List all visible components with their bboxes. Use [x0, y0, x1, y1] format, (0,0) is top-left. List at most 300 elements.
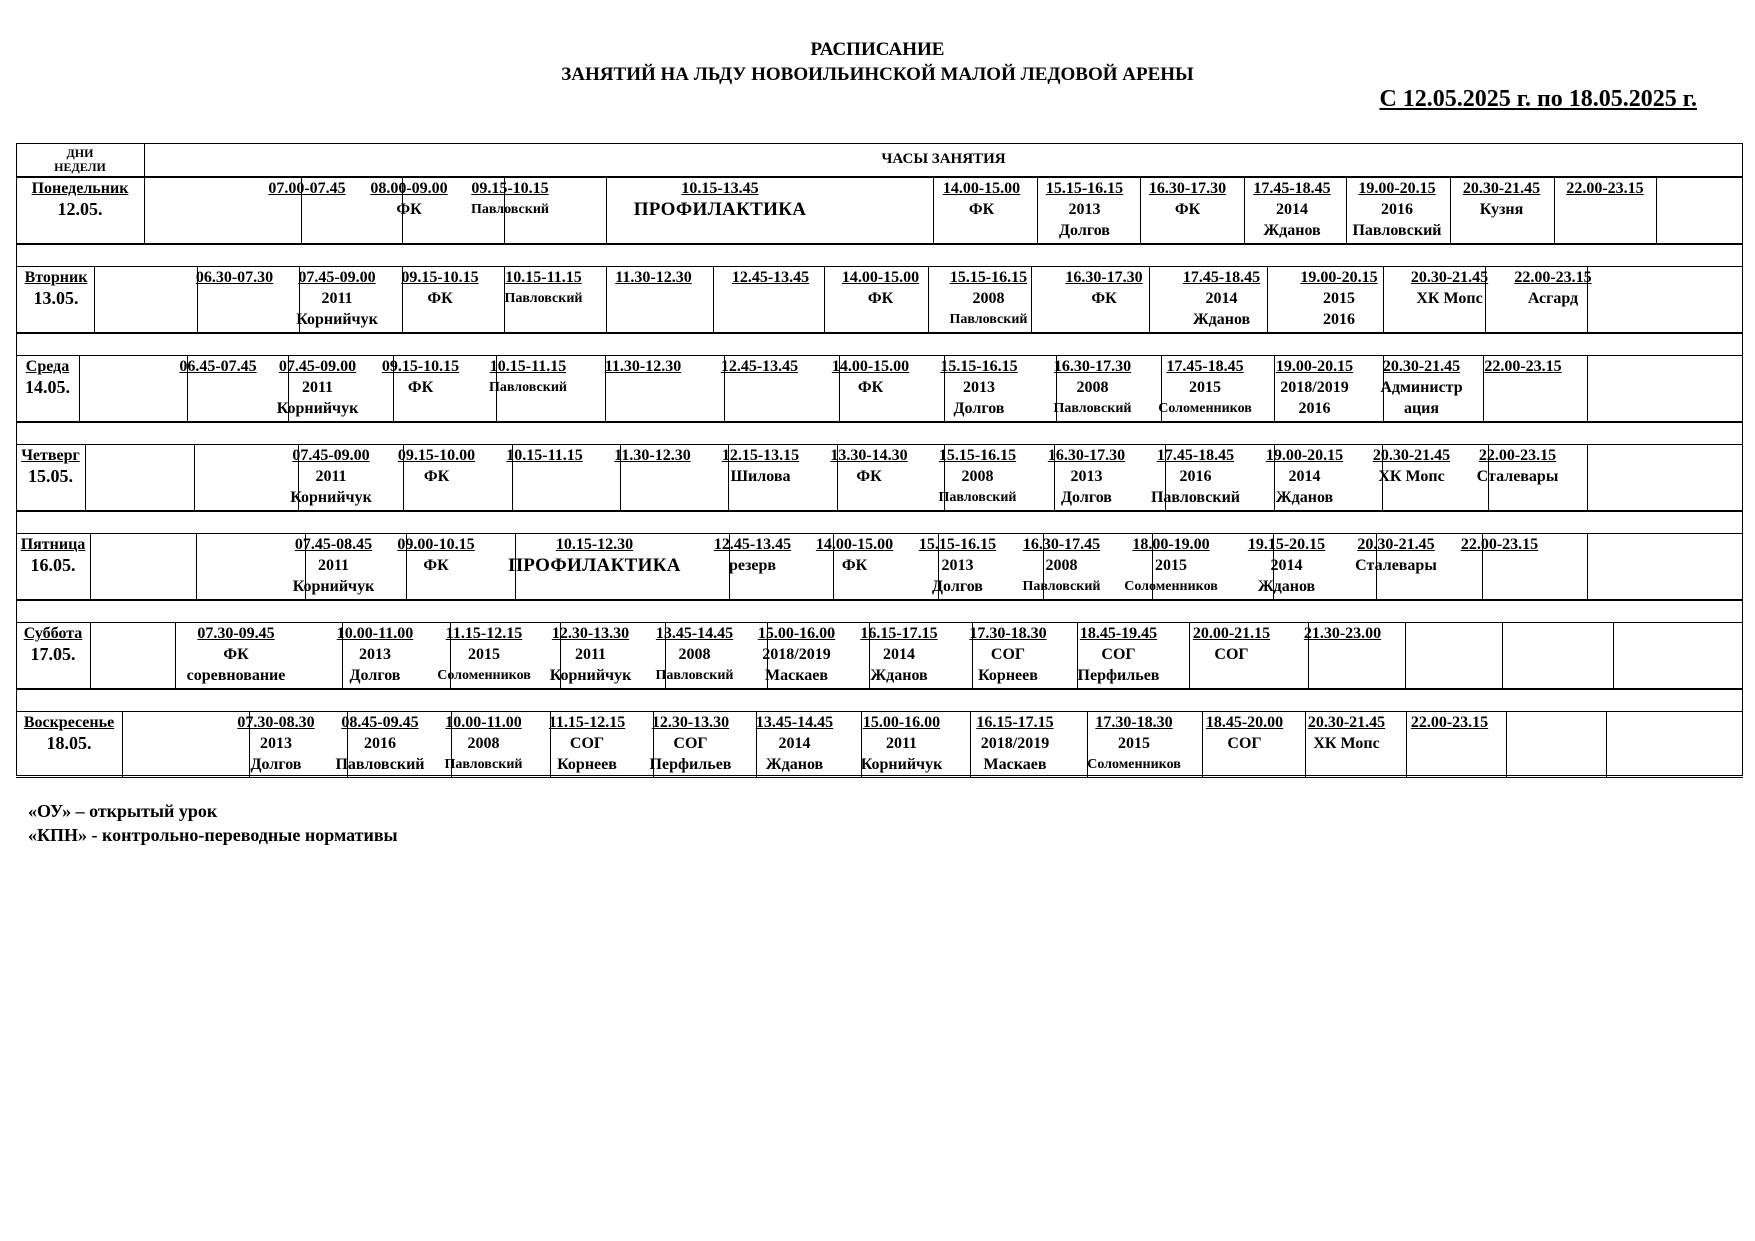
- slot-time: 08.45-09.45: [341, 714, 419, 731]
- slot-time: 15.00-16.00: [757, 625, 836, 642]
- day-date: 14.05.: [25, 377, 70, 397]
- slot-line: Корнийчук: [549, 667, 632, 684]
- table-vline: [1656, 177, 1657, 243]
- slot-line: Павловский: [471, 202, 549, 217]
- schedule-slot: [385, 534, 487, 576]
- schedule-slot: [803, 534, 906, 576]
- slot-line: ФК: [1091, 290, 1117, 307]
- schedule-slot: [1398, 712, 1501, 733]
- slot-line: Долгов: [349, 667, 401, 684]
- slot-time: 10.15-13.45: [681, 180, 759, 197]
- table-hline: [16, 422, 1743, 423]
- day-name: Понедельник: [31, 180, 129, 197]
- slot-line: СОГ: [1227, 735, 1262, 752]
- slot-time: 14.00-15.00: [942, 180, 1021, 197]
- table-vline: [79, 355, 80, 421]
- day-cell: [16, 712, 122, 754]
- slot-line: Соломенников: [1087, 757, 1181, 772]
- table-vline: [1587, 444, 1588, 510]
- slot-time: 10.15-11.15: [506, 447, 583, 464]
- schedule-slot: [1398, 267, 1501, 309]
- slot-line: Корнеев: [557, 756, 617, 773]
- slot-time: 19.00-20.15: [1275, 358, 1354, 375]
- slot-time: 16.30-17.30: [1148, 180, 1227, 197]
- schedule-slot: [432, 712, 535, 775]
- day-cell: [16, 356, 79, 398]
- header-days-line2: НЕДЕЛИ: [54, 159, 106, 174]
- slot-time: 19.00-20.15: [1300, 269, 1378, 286]
- slot-time: 09.15-10.15: [471, 180, 549, 197]
- slot-time: 22.00-23.15: [1410, 714, 1489, 731]
- slot-time: 19.00-20.15: [1265, 447, 1344, 464]
- slot-time: 16.30-17.30: [1065, 269, 1143, 286]
- slot-time: 22.00-23.15: [1484, 358, 1562, 375]
- schedule-slot: [1033, 178, 1136, 241]
- table-vline: [1587, 355, 1588, 421]
- slot-line: ФК: [423, 557, 449, 574]
- slot-time: 22.00-23.15: [1514, 269, 1592, 286]
- slot-line: Жданов: [870, 667, 928, 684]
- slot-time: 16.30-17.30: [1047, 447, 1126, 464]
- day-date: 18.05.: [46, 733, 92, 753]
- slot-time: 22.00-23.15: [1478, 447, 1557, 464]
- table-vline: [194, 444, 195, 510]
- schedule-slot: [1032, 445, 1141, 508]
- slot-line: ХК Мопс: [1416, 290, 1483, 307]
- slot-time: 15.15-16.15: [938, 447, 1017, 464]
- schedule-slot: [599, 445, 706, 466]
- slot-time: 07.30-09.45: [197, 625, 275, 642]
- slot-line: ПРОФИЛАКТИКА: [508, 555, 681, 576]
- slot-time: 20.30-21.45: [1307, 714, 1386, 731]
- slot-line: Перфильев: [1077, 667, 1160, 684]
- slot-line: Долгов: [932, 578, 983, 595]
- slot-line: ХК Мопс: [1378, 468, 1445, 485]
- slot-line: Корнийчук: [296, 311, 378, 328]
- slot-time: 16.15-17.15: [976, 714, 1054, 731]
- table-vline: [90, 533, 91, 599]
- day-date: 13.05.: [33, 288, 79, 308]
- slot-line: Корнийчук: [276, 400, 359, 417]
- slot-line: ХК Мопс: [1313, 735, 1380, 752]
- schedule-slot: [492, 267, 595, 309]
- slot-line: 2013: [941, 557, 974, 574]
- schedule-slot: [1370, 356, 1473, 419]
- schedule-slot: [487, 534, 702, 576]
- slot-line: Павловский: [655, 668, 734, 683]
- schedule-slot: [1501, 267, 1605, 309]
- slot-line: 2016: [1298, 400, 1331, 417]
- slot-line: Павловский: [335, 756, 425, 773]
- slot-time: 17.30-18.30: [1095, 714, 1173, 731]
- slot-time: 09.00-10.15: [397, 536, 475, 553]
- table-vline: [1502, 622, 1503, 688]
- table-vline: [1613, 622, 1614, 688]
- slot-line: 2015: [1155, 557, 1187, 574]
- slot-time: 14.00-15.00: [841, 269, 920, 286]
- table-vline: [1742, 143, 1743, 775]
- slot-line: Павловский: [1053, 401, 1132, 416]
- slot-line: Павловский: [938, 490, 1017, 505]
- schedule-slot: [282, 534, 385, 597]
- schedule-slot: [560, 178, 880, 220]
- slot-time: 12.30-13.30: [651, 714, 730, 731]
- slot-time: 09.15-10.00: [397, 447, 476, 464]
- slot-time: 09.15-10.15: [381, 358, 460, 375]
- slot-time: 08.00-09.00: [370, 180, 448, 197]
- slot-line: ФК: [396, 201, 422, 218]
- schedule-slot: [1473, 356, 1573, 377]
- slot-line: 2008: [678, 646, 711, 663]
- day-date: 17.05.: [30, 644, 76, 664]
- schedule-slot: [746, 623, 847, 686]
- day-name: Четверг: [21, 447, 80, 464]
- table-vline: [85, 444, 86, 510]
- schedule-slot: [1114, 534, 1228, 597]
- day-date: 16.05.: [30, 555, 76, 575]
- day-cell: [16, 445, 85, 487]
- schedule-slot: [383, 445, 490, 487]
- schedule-table: [16, 143, 1743, 775]
- schedule-slot: [1009, 534, 1114, 597]
- schedule-slot: [1141, 445, 1250, 508]
- day-cell: [16, 178, 144, 220]
- slot-line: 2011: [315, 468, 347, 485]
- slot-time: 11.30-12.30: [604, 358, 682, 375]
- slot-line: 2008: [972, 290, 1005, 307]
- slot-time: 07.45-08.45: [294, 536, 373, 553]
- slot-line: Корнийчук: [292, 578, 375, 595]
- schedule-slot: [170, 356, 266, 377]
- table-vline: [144, 143, 145, 176]
- schedule-slot: [1280, 267, 1398, 330]
- slot-line: Павловский: [949, 312, 1028, 327]
- slot-line: 2014: [1288, 468, 1321, 485]
- slot-time: 13.45-14.45: [755, 714, 834, 731]
- slot-line: ФК: [856, 468, 882, 485]
- table-hline: [16, 600, 1743, 601]
- slot-line: Корнеев: [978, 667, 1038, 684]
- schedule-slot: [1151, 356, 1259, 419]
- slot-time: 15.15-16.15: [918, 536, 997, 553]
- slot-line: Кузня: [1479, 201, 1524, 218]
- slot-time: 14.00-15.00: [831, 358, 910, 375]
- slot-line: 2015: [1189, 379, 1221, 396]
- schedule-slot: [152, 623, 320, 686]
- slot-line: 2008: [467, 735, 500, 752]
- slot-line: ФК: [407, 379, 434, 396]
- schedule-slot: [1034, 356, 1151, 419]
- schedule-slot: [1464, 445, 1571, 487]
- slot-time: 12.45-13.45: [720, 358, 799, 375]
- slot-line: Асгард: [1527, 290, 1579, 307]
- slot-line: 2008: [1045, 557, 1078, 574]
- day-name: Пятница: [20, 536, 86, 553]
- slot-line: 2016: [1381, 201, 1413, 218]
- schedule-slot: [1554, 178, 1656, 199]
- schedule-slot: [388, 267, 492, 309]
- table-vline: [90, 622, 91, 688]
- table-hline: [16, 143, 1743, 144]
- slot-time: 21.30-23.00: [1303, 625, 1382, 642]
- schedule-slot: [815, 445, 923, 487]
- slot-line: ФК: [841, 557, 868, 574]
- schedule-slot: [286, 267, 388, 330]
- slot-line: 2018/2019: [980, 735, 1050, 752]
- schedule-slot: [706, 445, 815, 487]
- title-line-2: ЗАНЯТИЙ НА ЛЬДУ НОВОИЛЬИНСКОЙ МАЛОЙ ЛЕДОВОЙ АРЕНЫ: [561, 64, 1194, 85]
- schedule-slot: [1045, 267, 1163, 309]
- slot-line: ФК: [968, 201, 995, 218]
- slot-time: 13.45-14.45: [655, 625, 734, 642]
- schedule-slot: [1291, 623, 1394, 644]
- slot-line: 2008: [961, 468, 994, 485]
- slot-time: 16.30-17.45: [1022, 536, 1101, 553]
- table-hline: [16, 775, 1743, 776]
- slot-line: 2014: [883, 646, 915, 663]
- schedule-slot: [924, 356, 1034, 419]
- slot-time: 13.30-14.30: [830, 447, 908, 464]
- day-date: 15.05.: [28, 466, 73, 486]
- header-days-cell: [16, 143, 144, 176]
- schedule-slot: [1449, 178, 1554, 220]
- slot-line: 2008: [1076, 379, 1109, 396]
- slot-time: 10.15-11.15: [505, 269, 582, 286]
- slot-line: 2011: [321, 290, 353, 307]
- slot-time: 16.30-17.30: [1053, 358, 1132, 375]
- schedule-slot: [256, 178, 358, 199]
- slot-line: Павловский: [489, 380, 567, 395]
- schedule-slot: [906, 534, 1009, 597]
- schedule-slot: [1345, 178, 1449, 241]
- slot-line: Корнийчук: [290, 489, 372, 506]
- slot-line: Долгов: [1061, 489, 1112, 506]
- schedule-slot: [712, 267, 829, 288]
- schedule-slot: [1295, 712, 1398, 754]
- schedule-slot: [224, 712, 328, 775]
- schedule-slot: [1074, 712, 1194, 775]
- table-hline: [16, 777, 1743, 778]
- schedule-slot: [1259, 356, 1370, 419]
- schedule-slot: [430, 623, 538, 686]
- slot-line: Маскаев: [765, 667, 828, 684]
- slot-line: СОГ: [990, 646, 1026, 663]
- slot-line: 2013: [1070, 468, 1103, 485]
- schedule-slot: [490, 445, 599, 466]
- slot-line: Павловский: [1150, 489, 1241, 506]
- slot-line: ФК: [867, 290, 894, 307]
- table-vline: [1506, 711, 1507, 777]
- slot-line: ПРОФИЛАКТИКА: [633, 199, 807, 220]
- day-name: Среда: [25, 358, 70, 375]
- slot-time: 10.00-11.00: [445, 714, 522, 731]
- slot-line: 2013: [963, 379, 995, 396]
- schedule-slot: [951, 623, 1065, 686]
- slot-time: 20.30-21.45: [1382, 358, 1461, 375]
- slot-time: 07.45-09.00: [298, 269, 376, 286]
- slot-line: 2013: [359, 646, 391, 663]
- schedule-slot: [369, 356, 472, 398]
- slot-line: Жданов: [1257, 578, 1316, 595]
- schedule-slot: [847, 712, 956, 775]
- table-vline: [196, 533, 197, 599]
- slot-line: Соломенников: [1158, 401, 1252, 416]
- slot-time: 20.30-21.45: [1372, 447, 1451, 464]
- slot-line: СОГ: [1214, 646, 1249, 663]
- schedule-slot: [328, 712, 432, 775]
- schedule-slot: [1194, 712, 1295, 754]
- slot-line: Павловский: [504, 291, 583, 306]
- schedule-slot: [1447, 534, 1552, 555]
- schedule-slot: [1228, 534, 1345, 597]
- slot-time: 12.45-13.45: [713, 536, 792, 553]
- slot-time: 14.00-15.00: [815, 536, 894, 553]
- slot-line: Сталевары: [1476, 468, 1559, 485]
- slot-time: 20.30-21.45: [1462, 180, 1541, 197]
- slot-line: Долгов: [250, 756, 302, 773]
- slot-line: Администр: [1380, 379, 1463, 396]
- title-line-1: РАСПИСАНИЕ: [810, 39, 945, 60]
- schedule-slot: [1345, 534, 1447, 576]
- slot-time: 18.45-20.00: [1205, 714, 1284, 731]
- table-hline: [16, 244, 1743, 245]
- day-date: 12.05.: [57, 199, 103, 219]
- slot-line: 2018/2019: [1280, 379, 1349, 396]
- schedule-slot: [847, 623, 951, 686]
- table-vline: [1587, 533, 1588, 599]
- slot-line: 2015: [468, 646, 500, 663]
- slot-line: 2015: [1118, 735, 1150, 752]
- slot-line: ФК: [223, 646, 249, 663]
- table-vline: [1405, 622, 1406, 688]
- slot-line: Долгов: [953, 400, 1005, 417]
- slot-time: 07.45-09.00: [292, 447, 370, 464]
- slot-time: 12.45-13.45: [731, 269, 810, 286]
- slot-line: 2016: [364, 735, 396, 752]
- schedule-slot: [1172, 623, 1291, 665]
- slot-time: 07.30-08.30: [237, 714, 315, 731]
- schedule-slot: [702, 356, 817, 377]
- slot-time: 17.30-18.30: [969, 625, 1047, 642]
- slot-time: 07.45-09.00: [278, 358, 357, 375]
- table-vline: [144, 177, 145, 243]
- slot-line: Шилова: [730, 468, 791, 485]
- slot-time: 16.15-17.15: [860, 625, 938, 642]
- legend-ou: «ОУ» – открытый урок: [28, 801, 218, 821]
- day-name: Суббота: [23, 625, 83, 642]
- day-cell: [16, 267, 96, 309]
- schedule-slot: [472, 356, 584, 398]
- schedule-slot: [1359, 445, 1464, 487]
- schedule-slot: [829, 267, 932, 309]
- slot-line: 2016: [1323, 311, 1355, 328]
- slot-time: 22.00-23.15: [1566, 180, 1644, 197]
- slot-time: 15.00-16.00: [862, 714, 941, 731]
- slot-line: 2011: [574, 646, 607, 663]
- schedule-slot: [956, 712, 1074, 775]
- slot-line: ФК: [1174, 201, 1201, 218]
- slot-line: 2018/2019: [762, 646, 831, 663]
- slot-line: Павловский: [444, 757, 523, 772]
- slot-line: 2014: [1276, 201, 1308, 218]
- schedule-slot: [266, 356, 369, 419]
- day-name: Воскресенье: [23, 714, 115, 731]
- schedule-slot: [595, 267, 712, 288]
- schedule-slot: [1163, 267, 1280, 330]
- slot-line: СОГ: [569, 735, 605, 752]
- header-hours-cell: ЧАСЫ ЗАНЯТИЯ: [881, 151, 1006, 167]
- slot-time: 15.15-16.15: [949, 269, 1028, 286]
- slot-time: 11.30-12.30: [614, 447, 691, 464]
- legend-kpn: «КПН» - контрольно-переводные нормативы: [28, 825, 398, 845]
- slot-time: 15.15-16.15: [940, 358, 1018, 375]
- slot-line: Перфильев: [649, 756, 732, 773]
- day-cell: [16, 623, 90, 665]
- slot-line: Долгов: [1059, 222, 1110, 239]
- schedule-slot: [320, 623, 430, 686]
- slot-time: 12.15-13.15: [721, 447, 800, 464]
- slot-time: 20.00-21.15: [1192, 625, 1271, 642]
- slot-line: 2011: [317, 557, 350, 574]
- slot-time: 20.30-21.45: [1357, 536, 1435, 553]
- schedule-slot: [584, 356, 702, 377]
- table-vline: [122, 711, 123, 777]
- slot-line: ФК: [857, 379, 884, 396]
- slot-line: СОГ: [673, 735, 708, 752]
- slot-line: Корнийчук: [860, 756, 943, 773]
- slot-time: 22.00-23.15: [1460, 536, 1539, 553]
- slot-time: 17.45-18.45: [1166, 358, 1244, 375]
- schedule-slot: [1239, 178, 1345, 241]
- slot-time: 12.30-13.30: [551, 625, 630, 642]
- schedule-slot: [460, 178, 560, 220]
- slot-time: 15.15-16.15: [1045, 180, 1124, 197]
- slot-line: 2011: [301, 379, 334, 396]
- slot-time: 11.15-12.15: [548, 714, 626, 731]
- slot-line: ация: [1403, 400, 1440, 417]
- slot-line: Жданов: [1263, 222, 1321, 239]
- slot-time: 19.15-20.15: [1247, 536, 1326, 553]
- schedule-slot: [643, 623, 746, 686]
- slot-line: соревнование: [186, 667, 286, 684]
- slot-line: Жданов: [1275, 489, 1334, 506]
- slot-line: 2013: [260, 735, 292, 752]
- slot-line: Павловский: [1352, 222, 1442, 239]
- slot-time: 06.45-07.45: [179, 358, 257, 375]
- slot-line: 2013: [1068, 201, 1101, 218]
- slot-line: Жданов: [1192, 311, 1251, 328]
- schedule-slot: [1136, 178, 1239, 220]
- schedule-slot: [932, 267, 1045, 330]
- slot-time: 18.00-19.00: [1132, 536, 1210, 553]
- schedule-slot: [535, 712, 639, 775]
- slot-line: Соломенников: [437, 668, 531, 683]
- slot-time: 10.15-12.30: [555, 536, 634, 553]
- slot-line: 2016: [1179, 468, 1212, 485]
- slot-time: 17.45-18.45: [1182, 269, 1261, 286]
- slot-time: 09.15-10.15: [401, 269, 479, 286]
- slot-line: Сталевары: [1355, 557, 1437, 574]
- slot-time: 18.45-19.45: [1079, 625, 1158, 642]
- slot-time: 06.30-07.30: [195, 269, 274, 286]
- table-hline: [16, 333, 1743, 334]
- slot-line: ФК: [423, 468, 450, 485]
- schedule-slot: [538, 623, 643, 686]
- schedule-slot: [183, 267, 286, 288]
- table-hline: [16, 511, 1743, 512]
- schedule-slot: [930, 178, 1033, 220]
- slot-line: ФК: [427, 290, 453, 307]
